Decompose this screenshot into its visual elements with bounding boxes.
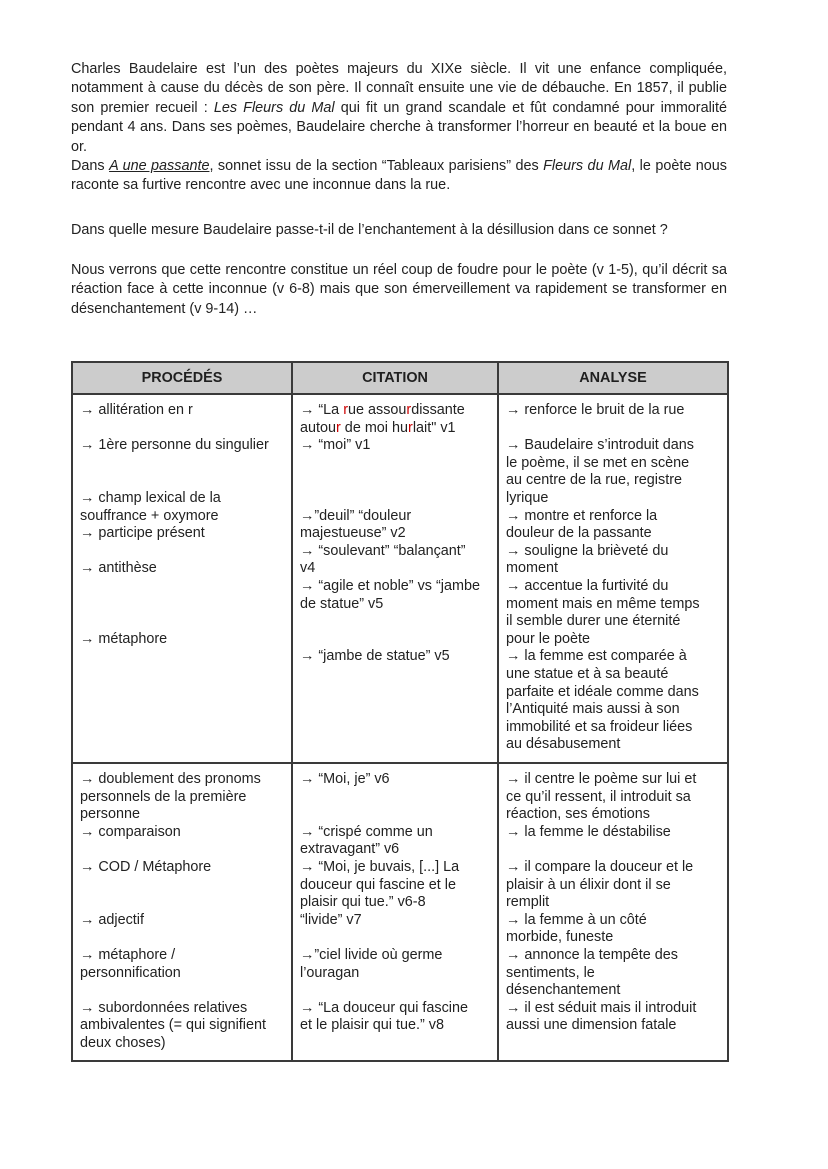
- cell-line: une statue et à sa beauté: [506, 665, 669, 682]
- cell-line: il semble durer une éternité: [506, 613, 681, 630]
- cell-line: → 1ère personne du singulier: [80, 437, 269, 454]
- book-title: Les Fleurs du Mal: [213, 99, 335, 116]
- cell-line: → “soulevant” “balançant”: [300, 542, 466, 559]
- poem-title: A une passante: [109, 158, 210, 175]
- cell-line: → “jambe de statue” v5: [300, 648, 450, 665]
- table-row: [72, 763, 728, 1061]
- procedes-cell: [72, 394, 292, 763]
- cell-line: [506, 420, 720, 438]
- cell-line: morbide, funeste: [506, 929, 614, 946]
- cell-line: → souligne la brièveté du: [506, 542, 669, 559]
- citation-cell: [292, 763, 498, 1061]
- cell-line: → “moi” v1: [300, 437, 371, 454]
- cell-line: → renforce le bruit de la rue: [506, 402, 685, 418]
- cell-line: → annonce la tempête des: [506, 946, 678, 963]
- reading-plan: Nous verrons que cette rencontre constitue un réel coup de foudre pour le poète (v 1-5), qu’il décrit sa réaction face à cette inconnue (v 6-8) mais que son émerveillement va rapidement se transformer en désenchantement (v 9-14) …: [71, 262, 727, 317]
- cell-line: aussi une dimension fatale: [506, 1017, 677, 1034]
- problematic-question: Dans quelle mesure Baudelaire passe-t-il de l’enchantement à la désillusion dans ce sonnet ?: [71, 222, 668, 238]
- cell-line: ambivalentes (= qui signifient: [80, 1017, 266, 1034]
- cell-line: [80, 613, 284, 631]
- cell-line: majestueuse” v2: [300, 525, 406, 542]
- cell-line: → “agile et noble” vs “jambe: [300, 577, 480, 594]
- cell-line: [80, 841, 284, 859]
- cell-line: remplit: [506, 894, 550, 911]
- cell-line: → “Moi, je” v6: [300, 771, 390, 787]
- cell-line: → antithèse: [80, 560, 157, 577]
- cell-line: → la femme est comparée à: [506, 648, 687, 665]
- cell-line: désenchantement: [506, 982, 621, 999]
- cell-line: [300, 982, 490, 1000]
- table-header-row: [72, 362, 728, 394]
- cell-line: [300, 490, 490, 508]
- citation-line-alliteration: autour de moi hurlait" v1: [300, 419, 456, 436]
- cell-line: [300, 631, 490, 649]
- cell-line: le poème, il se met en scène: [506, 454, 690, 471]
- cell-line: personnels de la première: [80, 788, 247, 805]
- cell-line: moment mais en même temps: [506, 595, 700, 612]
- cell-line: → adjectif: [80, 911, 144, 928]
- header-analyse: ANALYSE: [498, 362, 728, 394]
- cell-line: [506, 841, 720, 859]
- cell-line: ce qu’il ressent, il introduit sa: [506, 788, 691, 805]
- cell-line: [80, 596, 284, 614]
- cell-line: → il compare la douceur et le: [506, 858, 694, 875]
- cell-line: → métaphore: [80, 630, 168, 647]
- cell-line: [80, 877, 284, 895]
- cell-line: de statue” v5: [300, 595, 384, 612]
- header-citation: CITATION: [292, 362, 498, 394]
- cell-line: l’Antiquité mais aussi à son: [506, 701, 680, 718]
- cell-line: et le plaisir qui tue.” v8: [300, 1017, 444, 1034]
- cell-line: [80, 894, 284, 912]
- cell-line: au centre de la rue, registre: [506, 472, 682, 489]
- cell-line: [80, 472, 284, 490]
- cell-line: → “Moi, je buvais, [...] La: [300, 858, 460, 875]
- cell-line: [300, 806, 490, 824]
- cell-line: [300, 455, 490, 473]
- cell-line: [80, 455, 284, 473]
- cell-line: souffrance + oxymore: [80, 507, 219, 524]
- cell-line: → accentue la furtivité du: [506, 577, 669, 594]
- cell-line: → doublement des pronoms: [80, 771, 261, 787]
- cell-line: → la femme le déstabilise: [506, 823, 671, 840]
- cell-line: personne: [80, 806, 141, 823]
- cell-line: [80, 982, 284, 1000]
- citation-cell: [292, 394, 498, 763]
- cell-line: immobilité et sa froideur liées: [506, 718, 693, 735]
- cell-line: → “crispé comme un: [300, 823, 433, 840]
- cell-line: sentiments, le: [506, 964, 595, 981]
- cell-line: [300, 929, 490, 947]
- poem-intro-paragraph: Dans A une passante, sonnet issu de la section “Tableaux parisiens” des Fleurs du Mal, le poète nous raconte sa furtive rencontre avec une inconnue dans la rue.: [71, 158, 727, 194]
- cell-line: → allitération en r: [80, 402, 193, 418]
- cell-line: pour le poète: [506, 630, 591, 647]
- header-procedes: PROCÉDÉS: [72, 362, 292, 394]
- cell-line: plaisir qui tue.” v6-8: [300, 894, 426, 911]
- cell-line: → Baudelaire s’introduit dans: [506, 437, 694, 454]
- cell-line: personnification: [80, 964, 181, 981]
- cell-line: lyrique: [506, 489, 549, 506]
- cell-line: → COD / Métaphore: [80, 858, 212, 875]
- cell-line: → champ lexical de la: [80, 489, 221, 506]
- citation-line-alliteration: → “La rue assourdissante: [300, 402, 465, 418]
- biography-paragraph: Charles Baudelaire est l’un des poètes majeurs du XIXe siècle. Il vit une enfance compliquée, notamment à cause du décès de son père. Il connaît ensuite une vie de débauche. En 1857, il publie son premier recueil : Les Fleurs du Mal qui fit un grand scandale et fût condamné pour immoralité pendant 4 ans. Dans ses poèmes, Baudelaire cherche à transformer l’horreur en beauté et la boue en or.: [71, 61, 728, 155]
- analyse-cell: [498, 394, 728, 763]
- procedes-cell: [72, 763, 292, 1061]
- cell-line: → montre et renforce la: [506, 507, 658, 524]
- cell-line: [80, 543, 284, 561]
- cell-line: → comparaison: [80, 823, 181, 840]
- cell-line: → “La douceur qui fascine: [300, 999, 468, 1016]
- cell-line: [80, 929, 284, 947]
- cell-line: “livide” v7: [300, 911, 362, 928]
- cell-line: [300, 789, 490, 807]
- cell-line: → subordonnées relatives: [80, 999, 248, 1016]
- intro-section: [71, 60, 727, 196]
- cell-line: extravagant” v6: [300, 841, 400, 858]
- cell-line: [80, 578, 284, 596]
- highlighted-letter: r: [406, 402, 412, 418]
- cell-line: deux choses): [80, 1034, 166, 1051]
- cell-line: v4: [300, 560, 316, 577]
- cell-line: →”deuil” “douleur: [300, 507, 412, 524]
- cell-line: l’ouragan: [300, 964, 360, 981]
- book-title: Fleurs du Mal: [543, 158, 632, 175]
- cell-line: parfaite et idéale comme dans: [506, 683, 699, 700]
- cell-line: → la femme à un côté: [506, 911, 647, 928]
- highlighted-letter: r: [336, 419, 341, 436]
- cell-line: →”ciel livide où germe: [300, 946, 443, 963]
- cell-line: → il est séduit mais il introduit: [506, 999, 697, 1016]
- cell-line: [80, 420, 284, 438]
- cell-line: plaisir à un élixir dont il se: [506, 876, 671, 893]
- cell-line: douceur qui fascine et le: [300, 876, 456, 893]
- cell-line: réaction, ses émotions: [506, 806, 650, 823]
- analyse-cell: [498, 763, 728, 1061]
- cell-line: douleur de la passante: [506, 525, 652, 542]
- analysis-table: [71, 361, 729, 1062]
- highlighted-letter: r: [343, 402, 348, 418]
- cell-line: [300, 613, 490, 631]
- cell-line: → métaphore /: [80, 946, 176, 963]
- highlighted-letter: r: [408, 419, 413, 436]
- cell-line: → il centre le poème sur lui et: [506, 771, 697, 787]
- cell-line: [300, 472, 490, 490]
- cell-line: moment: [506, 560, 558, 577]
- cell-line: au désabusement: [506, 736, 621, 753]
- table-row: [72, 394, 728, 763]
- cell-line: → participe présent: [80, 525, 205, 542]
